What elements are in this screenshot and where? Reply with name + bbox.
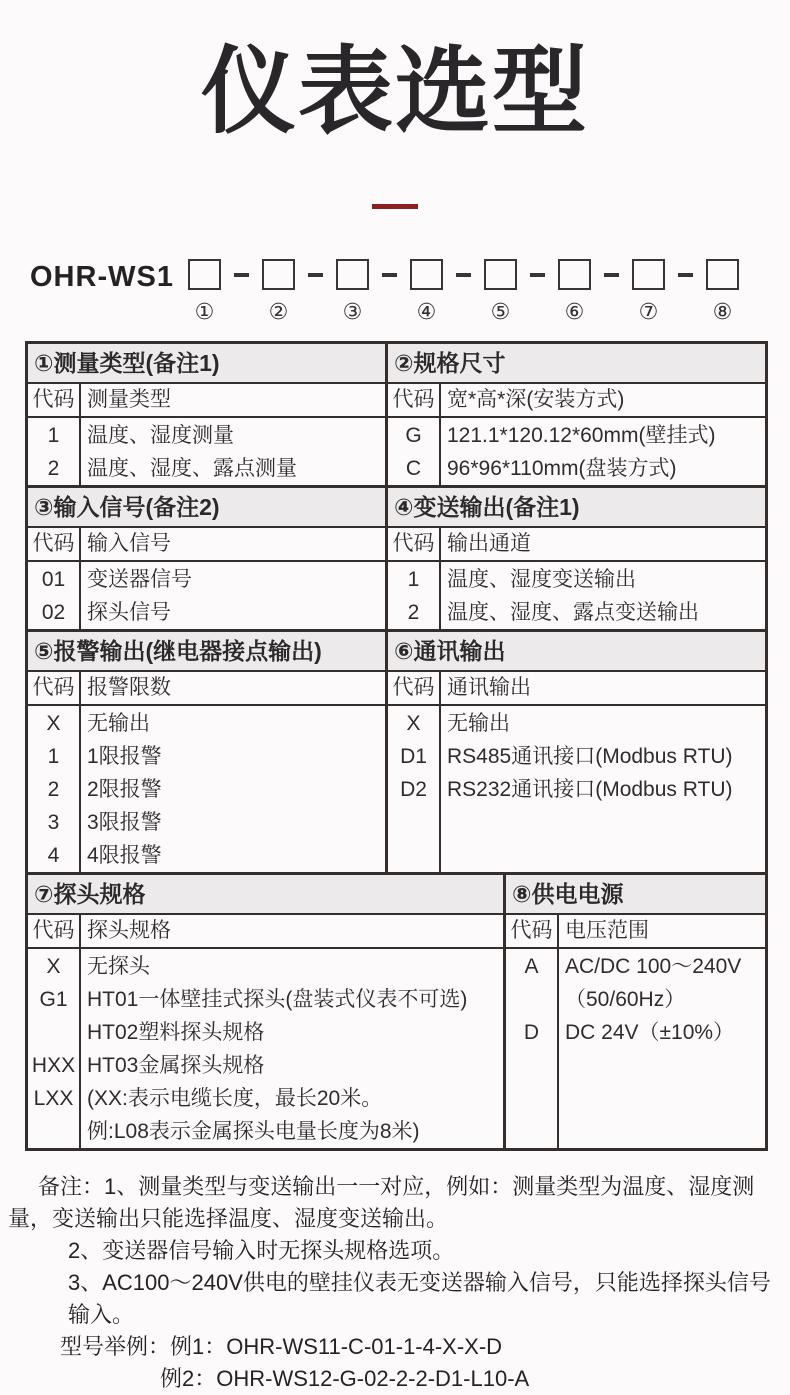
note-line-2: 2、变送器信号输入时无探头规格选项。 [68, 1237, 455, 1263]
desc-cell: 例:L08表示金属探头电量长度为8米) [87, 1119, 420, 1143]
desc-column-header: 电压范围 [565, 918, 649, 942]
desc-cell: 1限报警 [87, 744, 162, 768]
code-cell: D1 [400, 744, 427, 768]
column-header-row [388, 384, 765, 418]
code-column [388, 706, 441, 872]
desc-cell: 探头信号 [87, 600, 171, 624]
code-cell: X [46, 954, 61, 978]
code-cell: G [405, 423, 422, 447]
code-cell: 4 [47, 843, 60, 867]
code-cell: LXX [33, 1086, 74, 1110]
model-slot-box [188, 259, 221, 290]
code-column [28, 418, 81, 485]
section-row-7-8 [25, 872, 768, 1151]
code-cell: 1 [47, 744, 60, 768]
desc-column-header: 通讯输出 [447, 675, 531, 699]
section-data-area [28, 418, 385, 485]
desc-cell: DC 24V（±10%） [565, 1020, 735, 1044]
column-header-row [388, 672, 765, 706]
code-column-header: 代码 [28, 672, 81, 704]
desc-column [441, 562, 765, 629]
note-line-1: 备注：1、测量类型与变送输出一一对应，例如：测量类型为温度、湿度测量，变送输出只能选择温度、湿度变送输出。 [8, 1173, 755, 1231]
desc-cell: 温度、湿度、露点测量 [87, 456, 297, 480]
dash-separator [456, 273, 471, 277]
section-dimensions [385, 341, 768, 488]
code-column-header: 代码 [388, 384, 441, 416]
desc-cell: (XX:表示电缆长度，最长20米。 [87, 1086, 383, 1110]
code-column [506, 949, 559, 1148]
desc-cell: 无探头 [87, 954, 150, 978]
desc-cell: 无输出 [87, 711, 150, 735]
desc-column-header: 报警限数 [87, 675, 171, 699]
code-cell: G1 [39, 987, 68, 1011]
dash-separator [234, 273, 249, 277]
desc-column-header: 探头规格 [87, 918, 171, 942]
code-cell: 01 [41, 567, 66, 591]
note-line-4: 型号举例：例1：OHR-WS11-C-01-1-4-X-X-D [60, 1333, 503, 1359]
desc-column [81, 562, 385, 629]
code-cell: 2 [47, 777, 60, 801]
section-title: ③输入信号(备注2) [28, 488, 385, 528]
desc-cell: HT03金属探头规格 [87, 1053, 265, 1077]
code-cell: X [406, 711, 421, 735]
code-cell: 2 [47, 456, 60, 480]
desc-cell: 96*96*110mm(盘装方式) [447, 456, 677, 480]
desc-cell: 3限报警 [87, 810, 162, 834]
model-slot-box [484, 259, 517, 290]
code-cell: 1 [47, 423, 60, 447]
code-cell: HXX [31, 1053, 76, 1077]
desc-cell: 温度、湿度测量 [87, 423, 234, 447]
section-row-3-4 [25, 485, 768, 632]
note-line-5: 例2：OHR-WS12-G-02-2-2-D1-L10-A [160, 1365, 530, 1391]
model-slot-box [558, 259, 591, 290]
code-cell: X [46, 711, 61, 735]
model-prefix: OHR-WS1 [30, 260, 174, 293]
section-row-1-2 [25, 341, 768, 488]
dash-separator [382, 273, 397, 277]
section-comm-output [385, 629, 768, 875]
section-data-area [388, 706, 765, 872]
model-slot-number: ② [268, 298, 289, 324]
model-slot [410, 259, 443, 325]
code-column-header: 代码 [388, 528, 441, 560]
code-column-header: 代码 [28, 915, 81, 947]
code-column [28, 562, 81, 629]
desc-column [441, 418, 765, 485]
column-header-row [28, 915, 503, 949]
code-column [388, 418, 441, 485]
column-header-row [28, 528, 385, 562]
code-cell [28, 1016, 79, 1049]
section-title: ⑤报警输出(继电器接点输出) [28, 632, 385, 672]
title-accent-bar [372, 204, 418, 209]
code-cell: 2 [407, 600, 420, 624]
model-slot-box [706, 259, 739, 290]
section-measure-type [25, 341, 388, 488]
model-slot [336, 259, 369, 325]
model-slot [262, 259, 295, 325]
selection-table [25, 341, 768, 1151]
section-title: ⑧供电电源 [506, 875, 765, 915]
model-slot-box [410, 259, 443, 290]
desc-column-header: 输出通道 [447, 531, 531, 555]
desc-column [81, 949, 503, 1148]
note-line-3: 3、AC100～240V供电的壁挂仪表无变送器输入信号，只能选择探头信号输入。 [68, 1269, 771, 1327]
code-column-header: 代码 [28, 384, 81, 416]
column-header-row [388, 528, 765, 562]
code-cell: D2 [400, 777, 427, 801]
notes [0, 1171, 790, 1395]
model-slot-number: ⑧ [712, 298, 733, 324]
code-cell: 1 [407, 567, 420, 591]
desc-cell: HT01一体壁挂式探头(盘装式仪表不可选) [87, 987, 468, 1011]
column-header-row [28, 672, 385, 706]
model-slot-number: ④ [416, 298, 437, 324]
code-column [28, 706, 81, 872]
desc-cell: 温度、湿度、露点变送输出 [447, 600, 699, 624]
desc-cell: 4限报警 [87, 843, 162, 867]
model-slot-number: ⑤ [490, 298, 511, 324]
desc-column [81, 418, 385, 485]
model-slot-box [632, 259, 665, 290]
desc-column-header: 宽*高*深(安装方式) [447, 387, 625, 411]
dash-separator [604, 273, 619, 277]
desc-column-header: 输入信号 [87, 531, 171, 555]
desc-cell: 121.1*120.12*60mm(壁挂式) [447, 423, 716, 447]
desc-cell: 无输出 [447, 711, 510, 735]
model-slot-number: ③ [342, 298, 363, 324]
code-column [28, 949, 81, 1148]
desc-cell: （50/60Hz） [565, 987, 686, 1011]
code-column-header: 代码 [28, 528, 81, 560]
section-title: ④变送输出(备注1) [388, 488, 765, 528]
section-title: ⑦探头规格 [28, 875, 503, 915]
code-cell [28, 1115, 79, 1148]
section-row-5-6 [25, 629, 768, 875]
model-slot [558, 259, 591, 325]
page-title: 仪表选型 [200, 39, 589, 145]
desc-column [81, 706, 385, 872]
model-slot [632, 259, 665, 325]
desc-cell: 变送器信号 [87, 567, 192, 591]
model-slot [188, 259, 221, 325]
desc-cell: AC/DC 100～240V [565, 954, 742, 978]
code-column [388, 562, 441, 629]
model-slot-number: ① [194, 298, 215, 324]
desc-cell: 温度、湿度变送输出 [447, 567, 636, 591]
column-header-row [28, 384, 385, 418]
section-input-signal [25, 485, 388, 632]
model-code-line [30, 259, 790, 325]
desc-column [441, 706, 765, 872]
desc-cell: HT02塑料探头规格 [87, 1020, 265, 1044]
code-cell: A [524, 954, 539, 978]
dash-separator [308, 273, 323, 277]
desc-cell: RS232通讯接口(Modbus RTU) [447, 777, 733, 801]
code-cell [506, 983, 557, 1016]
desc-column-header: 测量类型 [87, 387, 171, 411]
model-slot-number: ⑦ [638, 298, 659, 324]
section-data-area [28, 949, 503, 1148]
code-cell: 3 [47, 810, 60, 834]
code-cell: C [405, 456, 422, 480]
model-slot [484, 259, 517, 325]
model-slot-box [262, 259, 295, 290]
section-probe-spec [25, 872, 506, 1151]
code-column-header: 代码 [388, 672, 441, 704]
section-power-supply [503, 872, 768, 1151]
dash-separator [678, 273, 693, 277]
dash-separator [530, 273, 545, 277]
model-slot [706, 259, 739, 325]
desc-cell: RS485通讯接口(Modbus RTU) [447, 744, 733, 768]
section-title: ②规格尺寸 [388, 344, 765, 384]
section-title: ①测量类型(备注1) [28, 344, 385, 384]
section-alarm-output [25, 629, 388, 875]
section-transmit-output [385, 485, 768, 632]
code-cell: D [523, 1020, 540, 1044]
section-data-area [28, 562, 385, 629]
desc-column [559, 949, 765, 1148]
section-data-area [28, 706, 385, 872]
code-cell: 02 [41, 600, 66, 624]
model-slot-box [336, 259, 369, 290]
model-slot-number: ⑥ [564, 298, 585, 324]
section-data-area [506, 949, 765, 1148]
section-data-area [388, 418, 765, 485]
section-title: ⑥通讯输出 [388, 632, 765, 672]
model-code-diagram [30, 259, 790, 325]
section-data-area [388, 562, 765, 629]
desc-cell: 2限报警 [87, 777, 162, 801]
column-header-row [506, 915, 765, 949]
code-column-header: 代码 [506, 915, 559, 947]
